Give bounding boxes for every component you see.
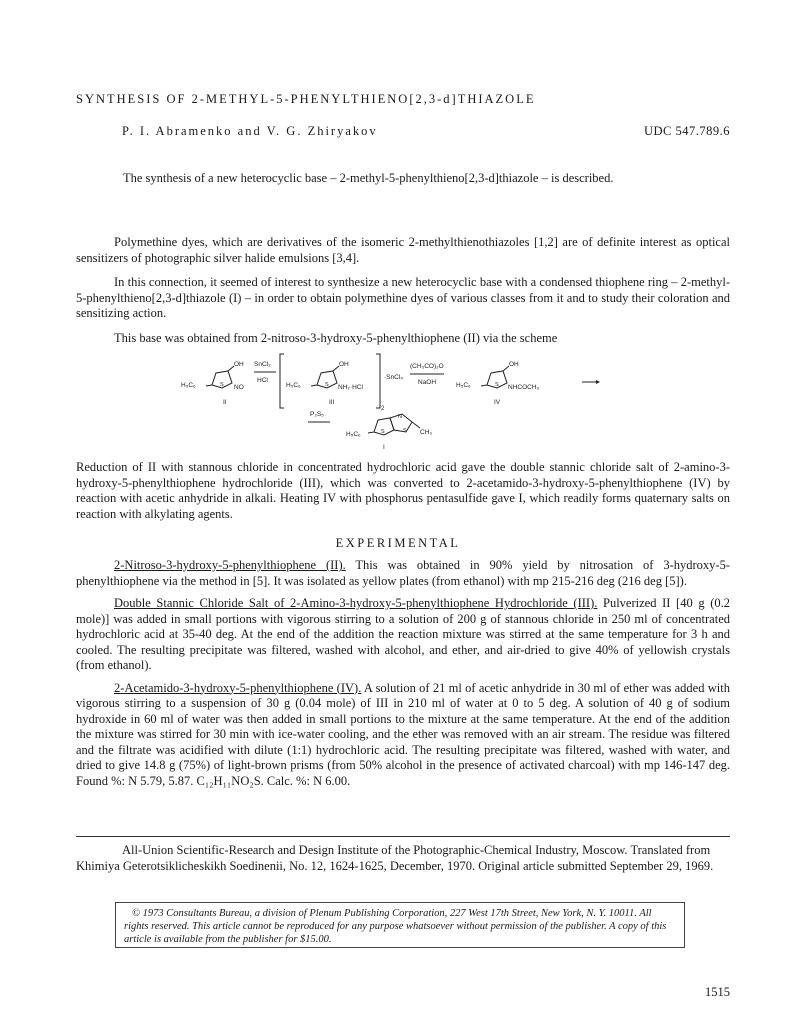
- affiliation: [76, 842, 730, 874]
- experiment-paragraph: [76, 558, 730, 589]
- arrow-head: [596, 380, 600, 384]
- copyright-notice: © 1973 Consultants Bureau, a division of Plenum Publishing Corporation, 227 West 17th Street, New York, N. Y. 10011. All rights reserved. This article cannot be reproduced for any purpose whatsoever without permission of the publisher. A copy of this article is available from the publisher for $15.00.: [115, 902, 685, 948]
- compound-iv: [456, 361, 540, 406]
- phenyl-label: H₅C₆: [181, 382, 196, 389]
- bracket-subscript: 2: [381, 406, 385, 412]
- compound-label-i: I: [383, 444, 385, 451]
- intro-paragraph: Polymethine dyes, which are derivatives of the isomeric 2-methylthienothiazoles [1,2] are of definite interest as optical sensitizers of photographic silver halide emulsions [3,4].: [76, 235, 730, 265]
- authors: P. I. Abramenko and V. G. Zhiryakov: [122, 124, 378, 138]
- reagent-acetic-anhydride: (CH₃CO)₂O: [410, 363, 444, 370]
- sulfur-atom: S: [403, 428, 407, 434]
- phenyl-bond: [481, 385, 487, 386]
- phenyl-bond: [206, 385, 212, 386]
- compound-label-iv: IV: [494, 399, 501, 406]
- reagent-sncl2: SnCl₂: [254, 361, 271, 368]
- nitroso-label: NO: [234, 384, 244, 391]
- experiment-paragraph: [76, 681, 730, 790]
- experiment-text: Pulverized II [40 g (0.2 mole)] was added in small portions with vigorous stirring to a solution of 200 g of stannous chloride in 250 ml of concentrated hydrochloric acid at 35-40 deg. At the end of the addition the reaction mixture was stirred at the same temperature for 3 h and cooled. The resulting precipitate was filtered, washed with alcohol, and ether, and air-dried to give 40% of yellowish crystals (from ethanol).: [76, 596, 730, 672]
- phenyl-label: H₅C₆: [346, 431, 361, 438]
- hydroxy-label: OH: [509, 361, 519, 368]
- amine-label: NH₂·HCl: [338, 384, 363, 391]
- reduction-paragraph: Reduction of II with stannous chloride in concentrated hydrochloric acid gave the double stannic chloride salt of 2-amino-3-hydroxy-5-phenylthiophene hydrochloride (III), which was converted to 2-acetamido-3-hydroxy-5-phenylthiophene (IV) by reaction with acetic anhydride in alkali. Heating IV with phosphorus pentasulfide gave I, which readily forms quaternary salts on reaction with alkylating agents.: [76, 460, 730, 521]
- reduction-section: [76, 460, 730, 522]
- experiment-title: 2-Acetamido-3-hydroxy-5-phenylthiophene (IV).: [114, 680, 362, 695]
- methyl-label: CH₃: [420, 429, 433, 436]
- stannic-chloride-label: ·SnCl₄: [384, 374, 403, 381]
- experiment-text: A solution of 21 ml of acetic anhydride in 30 ml of ether was added with vigorous stirring to a suspension of 30 g (0.04 mole) of III in 210 ml of water at 0 to 5 deg. A solution of 40 g of sodium hydroxide in 60 ml of water was then added in small portions to the mixture at the same temperature. At the end of the addition the mixture was stirred for 30 min with ice-water cooling, and the ether was removed with an air stream. The residue was filtered and the filtrate was acidified with dilute (1:1) hydrochloric acid. The resulting precipitate was filtered, washed with water, and dried to give 14.8 g (75%) of light-brown prisms (from 50% alcohol in the presence of activated charcoal) with mp 146-147 deg. Found %: N 5.79, 5.87. C₁₂H₁₁NO₂S. Calc. %: N 6.00.: [76, 680, 730, 788]
- compound-iii: [286, 361, 363, 406]
- hydroxy-label: OH: [339, 361, 349, 368]
- reaction-scheme: [180, 352, 620, 452]
- methyl-bond: [412, 422, 420, 428]
- compound-ii: [181, 361, 244, 406]
- sulfur-atom: S: [220, 382, 224, 388]
- intro-paragraph: This base was obtained from 2-nitroso-3-hydroxy-5-phenylthiophene (II) via the scheme: [114, 330, 558, 345]
- sulfur-atom: S: [495, 382, 499, 388]
- phenyl-label: H₅C₆: [286, 382, 301, 389]
- nitrogen-atom: N: [398, 414, 402, 420]
- introduction: [76, 235, 730, 346]
- intro-paragraph: In this connection, it seemed of interest to synthesize a new heterocyclic base with a condensed thiophene ring – 2-methyl-5-phenylthieno[2,3-d]thiazole (I) – in order to obtain polymethine dyes of various classes from it and to study their coloration and sensitizing action.: [76, 275, 730, 320]
- reagent-naoh: NaOH: [418, 379, 437, 386]
- reagent-p2s5: P₂S₅: [310, 411, 324, 418]
- page-number: 1515: [705, 985, 730, 999]
- left-bracket: [280, 354, 284, 408]
- sulfur-atom: S: [381, 429, 385, 435]
- article-title: SYNTHESIS OF 2-METHYL-5-PHENYLTHIENO[2,3-d]THIAZOLE: [76, 92, 536, 106]
- compound-label-ii: II: [223, 399, 227, 406]
- compound-i: [346, 414, 432, 451]
- experiment-paragraph: [76, 596, 730, 674]
- phenyl-bond: [311, 385, 317, 386]
- experimental-heading: EXPERIMENTAL: [335, 536, 461, 550]
- experiment-title: 2-Nitroso-3-hydroxy-5-phenylthiophene (II).: [114, 558, 346, 572]
- phenyl-bond: [368, 432, 374, 433]
- phenyl-label: H₅C₆: [456, 382, 471, 389]
- udc-code: UDC 547.789.6: [643, 124, 730, 138]
- experimental-section: [76, 558, 730, 789]
- footnote-rule: [76, 836, 730, 837]
- compound-label-iii: III: [329, 399, 335, 406]
- sulfur-atom: S: [325, 382, 329, 388]
- right-bracket: [376, 354, 380, 408]
- experiment-text: This was obtained in 90% yield by nitrosation of 3-hydroxy-5-phenylthiophene via the method in [5]. It was isolated as yellow plates (from ethanol) with mp 215-216 deg (216 deg [5]).: [76, 558, 730, 588]
- affiliation-text: All-Union Scientific-Research and Design Institute of the Photographic-Chemical Industry, Moscow. Translated from Khimiya Geterotsiklicheskikh Soedinenii, No. 12, 1624-1625, December, 1970. Original article submitted September 29, 1969.: [76, 843, 714, 873]
- abstract: The synthesis of a new heterocyclic base – 2-methyl-5-phenylthieno[2,3-d]thiazole – is described.: [123, 171, 614, 185]
- hydroxy-label: OH: [234, 361, 244, 368]
- reagent-hcl: HCl: [257, 377, 268, 384]
- experiment-title: Double Stannic Chloride Salt of 2-Amino-3-hydroxy-5-phenylthiophene Hydrochloride (III).: [114, 596, 598, 610]
- acetamido-label: NHCOCH₃: [508, 384, 540, 391]
